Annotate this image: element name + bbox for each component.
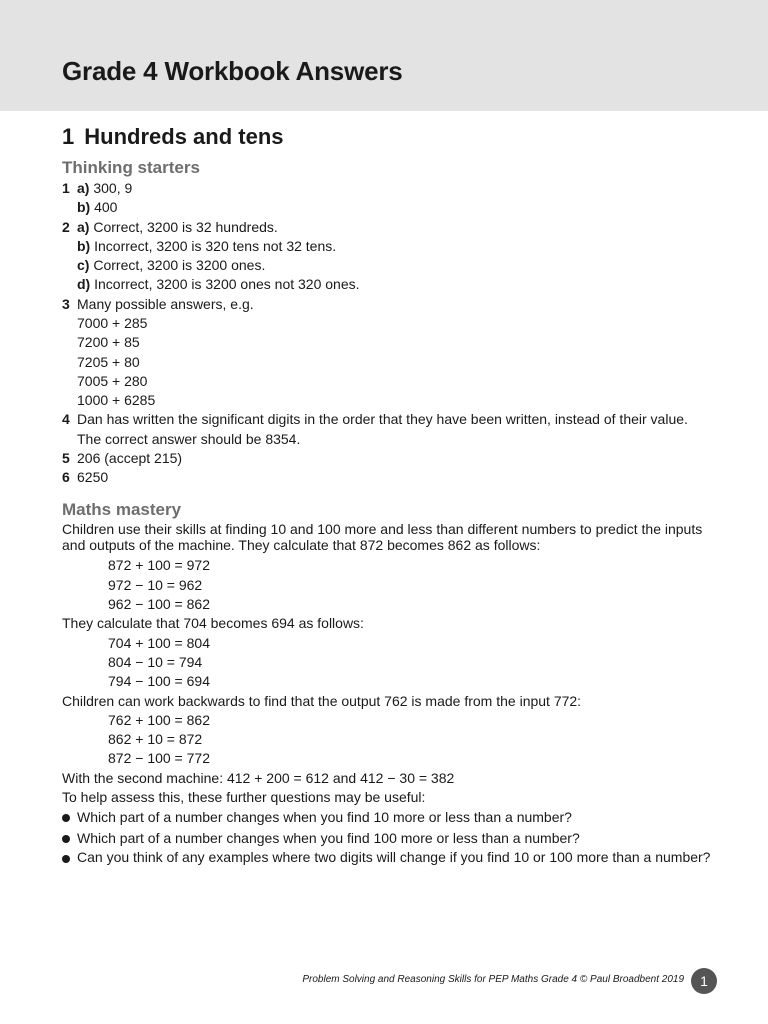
answer-3	[62, 295, 722, 314]
part-label: a)	[77, 180, 90, 196]
calculation: 704 + 100 = 804	[108, 634, 210, 651]
answer-1a	[62, 179, 722, 198]
calculation: 762 + 100 = 862	[108, 711, 210, 728]
answer-4	[62, 411, 722, 430]
thinking-starters-list	[62, 179, 722, 487]
part-label: d)	[77, 276, 91, 293]
part-label: b)	[77, 237, 91, 254]
answer-2a	[62, 218, 722, 237]
answer-2d	[62, 275, 722, 294]
calculation: 794 − 100 = 694	[108, 673, 210, 690]
answer-5	[62, 449, 722, 468]
answer-text: Many possible answers, e.g.	[77, 295, 254, 312]
bullet-dot-icon	[62, 814, 70, 822]
question-number: 6	[62, 469, 70, 486]
answer-text: Incorrect, 3200 is 3200 ones not 320 ones.	[90, 276, 360, 293]
bullet-dot-icon	[62, 855, 70, 863]
page-content	[62, 121, 722, 868]
bullet-item	[62, 808, 722, 827]
answer-2c	[62, 256, 722, 275]
bullet-text: Which part of a number changes when you find 10 more or less than a number?	[77, 809, 572, 826]
section-title	[62, 121, 722, 152]
answer-text: Dan has written the significant digits in the order that they have been written, instead of their value.	[77, 410, 688, 427]
question-number: 2	[62, 218, 70, 235]
bullet-item	[62, 849, 722, 868]
answer-text: 206 (accept 215)	[77, 449, 183, 466]
bullet-item	[62, 829, 722, 848]
answer-text: 300, 9	[89, 180, 133, 196]
question-number: 3	[62, 295, 70, 312]
example-sum: 7205 + 80	[77, 353, 140, 370]
answer-text: 6250	[77, 469, 109, 486]
answer-text: 400	[90, 199, 118, 216]
part-label: a)	[77, 218, 90, 235]
maths-mastery-heading: Maths mastery	[62, 500, 182, 520]
answer-1b	[62, 198, 722, 217]
mastery-paragraph: Children can work backwards to find that the output 762 is made from the input 772:	[62, 692, 582, 709]
page-number-badge: 1	[691, 968, 717, 994]
bullet-text: Which part of a number changes when you find 100 more or less than a number?	[77, 829, 580, 846]
answer-2b	[62, 237, 722, 256]
calculation: 862 + 10 = 872	[108, 731, 203, 748]
mastery-paragraph: With the second machine: 412 + 200 = 612 and 412 − 30 = 382	[62, 769, 455, 786]
calculation: 872 + 100 = 972	[108, 557, 210, 574]
section-title-text: Hundreds and tens	[84, 124, 284, 149]
part-label: c)	[77, 257, 90, 274]
maths-mastery-body	[62, 521, 722, 867]
answer-text: Correct, 3200 is 32 hundreds.	[89, 218, 278, 235]
question-number: 1	[62, 180, 70, 196]
part-label: b)	[77, 199, 91, 216]
answer-text: Incorrect, 3200 is 320 tens not 32 tens.	[90, 237, 337, 254]
example-sum: 7200 + 85	[77, 334, 140, 351]
calculation: 972 − 10 = 962	[108, 576, 203, 593]
answer-4-correct: The correct answer should be 8354.	[77, 430, 301, 447]
mastery-paragraph: To help assess this, these further questions may be useful:	[62, 789, 426, 806]
example-sum: 7005 + 280	[77, 372, 148, 389]
example-sum: 7000 + 285	[77, 315, 148, 332]
thinking-starters-heading: Thinking starters	[62, 158, 200, 177]
calculation: 962 − 100 = 862	[108, 596, 210, 613]
document-title: Grade 4 Workbook Answers	[62, 56, 403, 86]
mastery-intro: Children use their skills at finding 10 and 100 more and less than different numbers to predict the inputs and outputs of the machine. They calculate that 872 becomes 862 as follows:	[62, 521, 703, 554]
mastery-paragraph: They calculate that 704 becomes 694 as follows:	[62, 615, 364, 632]
section-number: 1	[62, 124, 75, 149]
example-sum: 1000 + 6285	[77, 392, 156, 409]
bullet-dot-icon	[62, 835, 70, 843]
footer-citation: Problem Solving and Reasoning Skills for PEP Maths Grade 4 © Paul Broadbent 2019	[302, 974, 684, 985]
calculation: 872 − 100 = 772	[108, 750, 210, 767]
bullet-text: Can you think of any examples where two digits will change if you find 10 or 100 more than a number?	[77, 848, 711, 865]
question-number: 5	[62, 449, 70, 466]
calculation: 804 − 10 = 794	[108, 653, 203, 670]
answer-text: Correct, 3200 is 3200 ones.	[89, 257, 266, 274]
question-number: 4	[62, 410, 70, 427]
answer-6	[62, 468, 722, 487]
